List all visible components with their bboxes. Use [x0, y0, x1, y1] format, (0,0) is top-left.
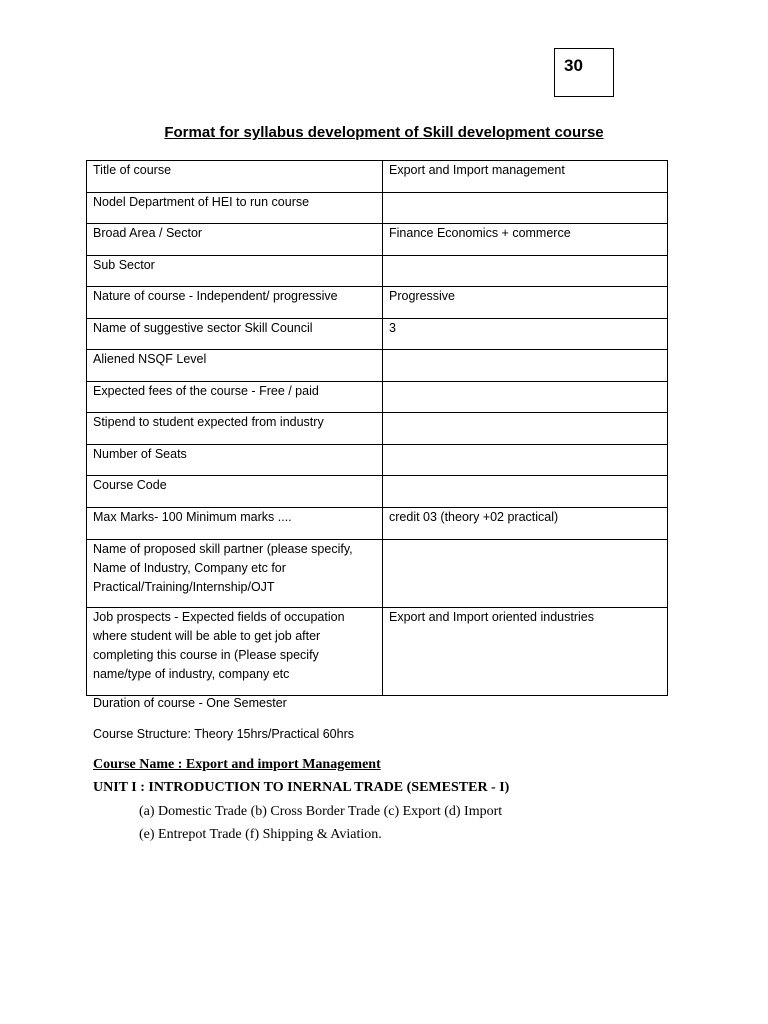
row-value: [383, 382, 668, 413]
row-label: Sub Sector: [87, 256, 383, 287]
row-value: 3: [383, 319, 668, 350]
table-row: [87, 224, 668, 256]
page-number: 30: [564, 56, 583, 75]
row-label: Title of course: [87, 161, 383, 193]
table-row: [87, 476, 668, 508]
row-value: Export and Import management: [383, 161, 668, 193]
table-row: [87, 319, 668, 350]
unit-title: UNIT I : INTRODUCTION TO INERNAL TRADE (SEMESTER - I): [93, 780, 510, 795]
row-value: [383, 413, 668, 445]
table-row: [87, 193, 668, 224]
course-structure: Course Structure: Theory 15hrs/Practical 60hrs: [93, 727, 354, 741]
row-value: Finance Economics + commerce: [383, 224, 668, 256]
row-label: Number of Seats: [87, 445, 383, 476]
row-value: [383, 445, 668, 476]
row-label: Stipend to student expected from industry: [87, 413, 383, 445]
row-label: Job prospects - Expected fields of occupation where student will be able to get job after completing this course in (Please specify name/type of industry, company etc: [87, 608, 383, 696]
row-label: Aliened NSQF Level: [87, 350, 383, 382]
row-value: Export and Import oriented industries: [383, 608, 668, 696]
row-label: Nature of course - Independent/ progressive: [87, 287, 383, 319]
row-value: [383, 350, 668, 382]
table-row: [87, 445, 668, 476]
row-value: [383, 193, 668, 224]
row-value: Progressive: [383, 287, 668, 319]
table-row: [87, 608, 668, 696]
row-value: credit 03 (theory +02 practical): [383, 508, 668, 540]
table-row: [87, 413, 668, 445]
page-number-box: [554, 48, 614, 97]
table-row: [87, 540, 668, 608]
course-name: Course Name : Export and import Management: [93, 757, 381, 772]
unit-topics-line: (e) Entrepot Trade (f) Shipping & Aviation.: [139, 827, 382, 842]
table-row: [87, 508, 668, 540]
table-row: [87, 161, 668, 193]
row-label: Expected fees of the course - Free / paid: [87, 382, 383, 413]
unit-topics-line: (a) Domestic Trade (b) Cross Border Trade (c) Export (d) Import: [139, 804, 503, 819]
row-label: Course Code: [87, 476, 383, 508]
table-row: [87, 350, 668, 382]
row-value: [383, 476, 668, 508]
table-row: [87, 382, 668, 413]
table-row: [87, 287, 668, 319]
row-value: [383, 540, 668, 608]
table-row: [87, 256, 668, 287]
row-label: Broad Area / Sector: [87, 224, 383, 256]
course-duration: Duration of course - One Semester: [93, 696, 287, 710]
row-label: Name of proposed skill partner (please specify, Name of Industry, Company etc for Practical/Training/Internship/OJT: [87, 540, 383, 608]
row-label: Nodel Department of HEI to run course: [87, 193, 383, 224]
syllabus-table: [86, 160, 668, 696]
row-label: Max Marks- 100 Minimum marks ....: [87, 508, 383, 540]
document-title: Format for syllabus development of Skill development course: [164, 124, 604, 141]
row-value: [383, 256, 668, 287]
row-label: Name of suggestive sector Skill Council: [87, 319, 383, 350]
